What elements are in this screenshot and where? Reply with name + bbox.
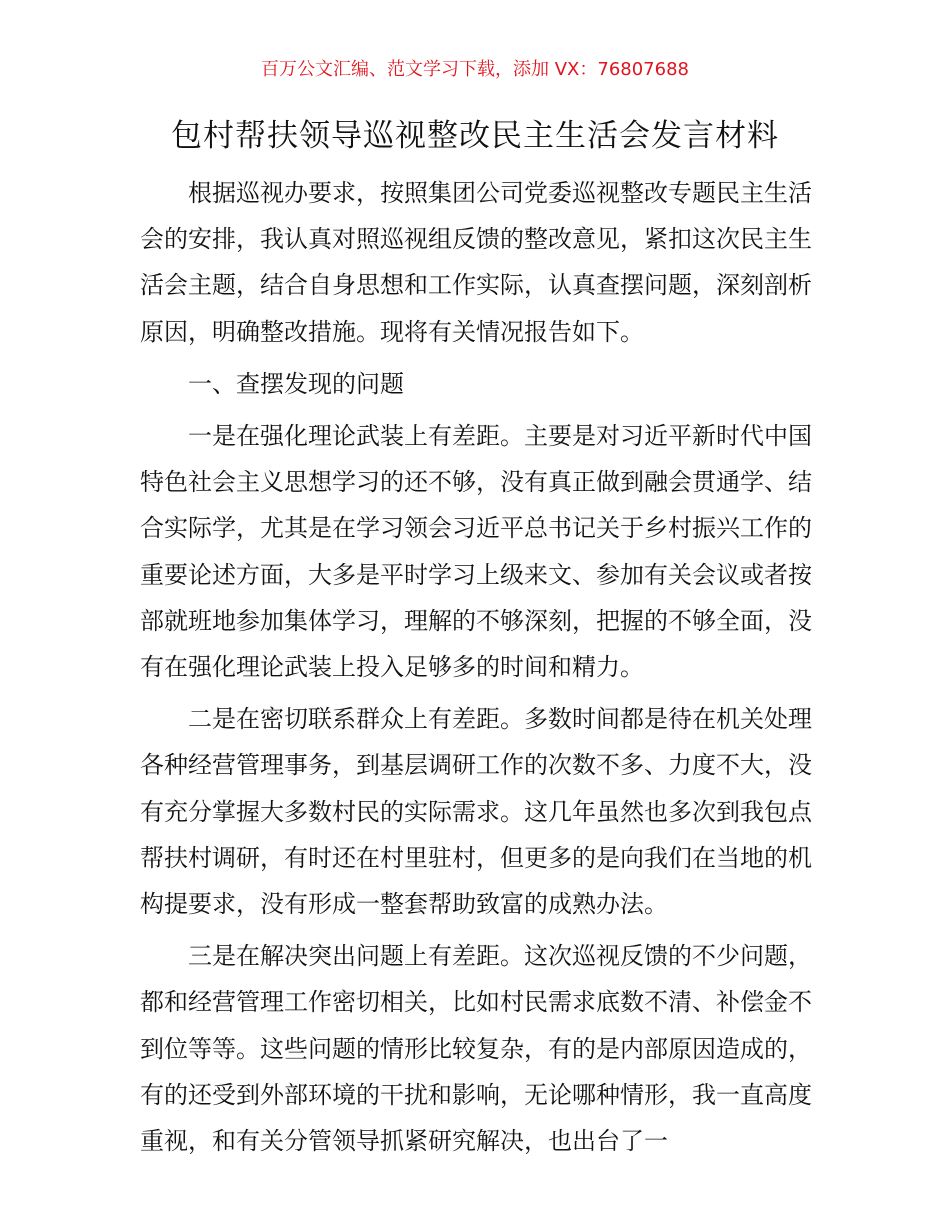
download-promo-note: 百万公文汇编、范文学习下载，添加 VX：76807688 [261, 59, 689, 80]
intro-paragraph: 根据巡视办要求，按照集团公司党委巡视整改专题民主生活会的安排，我认真对照巡视组反馈的整改意见，紧扣这次民主生活会主题，结合自身思想和工作实际，认真查摆问题，深刻剖析原因，明确整改措施。现将有关情况报告如下。 [140, 179, 812, 346]
document-body [140, 170, 812, 1164]
problem-paragraph-3: 三是在解决突出问题上有差距。这次巡视反馈的不少问题，都和经营管理工作密切相关，比如村民需求底数不清、补偿金不到位等等。这些问题的情形比较复杂，有的是内部原因造成的，有的还受到外部环境的干扰和影响，无论哪种情形，我一直高度重视，和有关分管领导抓紧研究解决，也出台了一 [140, 942, 812, 1156]
problem-paragraph-2: 二是在密切联系群众上有差距。多数时间都是待在机关处理各种经营管理事务，到基层调研工作的次数不多、力度不大，没有充分掌握大多数村民的实际需求。这几年虽然也多次到我包点帮扶村调研，有时还在村里驻村，但更多的是向我们在当地的机构提要求，没有形成一整套帮助致富的成熟办法。 [140, 705, 812, 919]
document-title: 包村帮扶领导巡视整改民主生活会发言材料 [171, 118, 779, 154]
section-heading: 一、查摆发现的问题 [188, 369, 404, 398]
problem-paragraph-1: 一是在强化理论武装上有差距。主要是对习近平新时代中国特色社会主义思想学习的还不够，没有真正做到融会贯通学、结合实际学，尤其是在学习领会习近平总书记关于乡村振兴工作的重要论述方面，大多是平时学习上级来文、参加有关会议或者按部就班地参加集体学习，理解的不够深刻，把握的不够全面，没有在强化理论武装上投入足够多的时间和精力。 [140, 422, 812, 682]
